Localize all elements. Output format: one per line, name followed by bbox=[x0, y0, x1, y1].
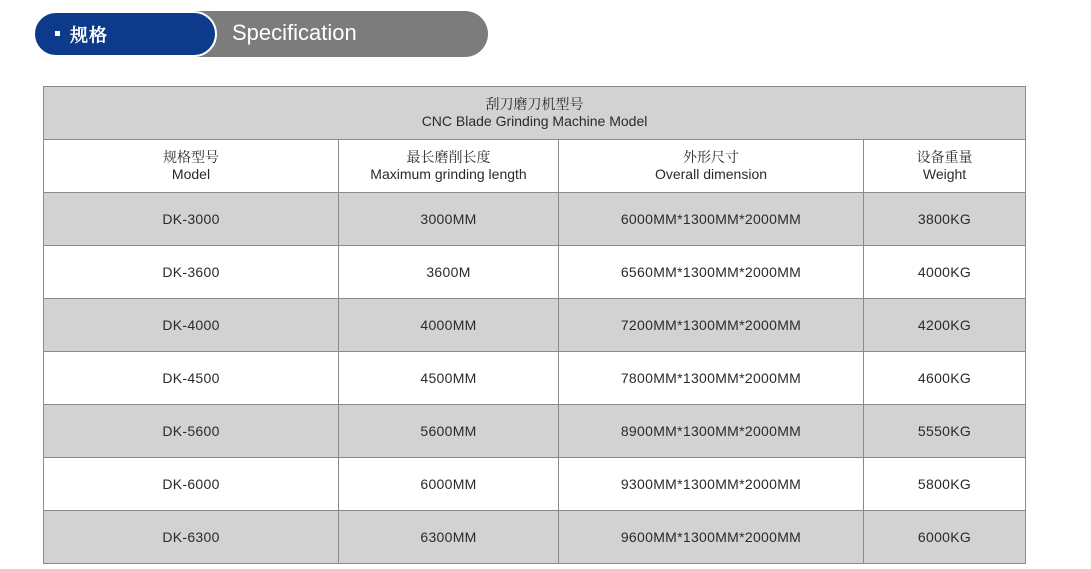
cell-model: DK-3600 bbox=[44, 246, 339, 299]
cell-dimension: 8900MM*1300MM*2000MM bbox=[559, 405, 864, 458]
heading-cn-badge bbox=[33, 11, 217, 57]
cell-weight: 6000KG bbox=[864, 511, 1026, 564]
cell-model: DK-4000 bbox=[44, 299, 339, 352]
table-title bbox=[44, 87, 1026, 140]
cell-weight: 4600KG bbox=[864, 352, 1026, 405]
table-title-row bbox=[44, 87, 1026, 140]
cell-dimension: 7800MM*1300MM*2000MM bbox=[559, 352, 864, 405]
column-header-en: Overall dimension bbox=[654, 166, 768, 182]
column-header-cn: 最长磨削长度 bbox=[406, 149, 491, 165]
table-row bbox=[44, 458, 1026, 511]
table-row bbox=[44, 511, 1026, 564]
cell-weight: 3800KG bbox=[864, 193, 1026, 246]
cell-dimension: 6000MM*1300MM*2000MM bbox=[559, 193, 864, 246]
cell-length: 3000MM bbox=[339, 193, 559, 246]
cell-weight: 4000KG bbox=[864, 246, 1026, 299]
table-title-cn: 刮刀磨刀机型号 bbox=[485, 96, 584, 112]
table-row bbox=[44, 193, 1026, 246]
cell-model: DK-3000 bbox=[44, 193, 339, 246]
table-row bbox=[44, 299, 1026, 352]
column-header-en: Weight bbox=[922, 166, 967, 182]
table-row bbox=[44, 352, 1026, 405]
cell-length: 5600MM bbox=[339, 405, 559, 458]
table-title-en: CNC Blade Grinding Machine Model bbox=[421, 113, 648, 129]
heading-en-label: Specification bbox=[193, 11, 488, 57]
bullet-square-icon bbox=[55, 31, 60, 36]
cell-length: 4500MM bbox=[339, 352, 559, 405]
column-header-en: Model bbox=[171, 166, 211, 182]
column-header-weight bbox=[864, 140, 1026, 193]
cell-model: DK-6000 bbox=[44, 458, 339, 511]
cell-model: DK-5600 bbox=[44, 405, 339, 458]
table-row bbox=[44, 246, 1026, 299]
heading-cn-label: 规格 bbox=[70, 25, 108, 46]
cell-dimension: 6560MM*1300MM*2000MM bbox=[559, 246, 864, 299]
spec-table bbox=[43, 86, 1026, 564]
cell-dimension: 9300MM*1300MM*2000MM bbox=[559, 458, 864, 511]
table-header-row bbox=[44, 140, 1026, 193]
cell-model: DK-6300 bbox=[44, 511, 339, 564]
cell-length: 3600M bbox=[339, 246, 559, 299]
cell-weight: 5550KG bbox=[864, 405, 1026, 458]
column-header-cn: 设备重量 bbox=[916, 149, 973, 165]
column-header-cn: 规格型号 bbox=[163, 149, 219, 165]
column-header-model bbox=[44, 140, 339, 193]
cell-weight: 5800KG bbox=[864, 458, 1026, 511]
table-row bbox=[44, 405, 1026, 458]
section-heading bbox=[33, 11, 488, 57]
column-header-en: Maximum grinding length bbox=[370, 166, 527, 182]
column-header-dimension bbox=[559, 140, 864, 193]
cell-weight: 4200KG bbox=[864, 299, 1026, 352]
cell-model: DK-4500 bbox=[44, 352, 339, 405]
cell-dimension: 9600MM*1300MM*2000MM bbox=[559, 511, 864, 564]
cell-length: 6000MM bbox=[339, 458, 559, 511]
cell-length: 4000MM bbox=[339, 299, 559, 352]
cell-length: 6300MM bbox=[339, 511, 559, 564]
column-header-cn: 外形尺寸 bbox=[683, 149, 739, 165]
cell-dimension: 7200MM*1300MM*2000MM bbox=[559, 299, 864, 352]
column-header-length bbox=[339, 140, 559, 193]
